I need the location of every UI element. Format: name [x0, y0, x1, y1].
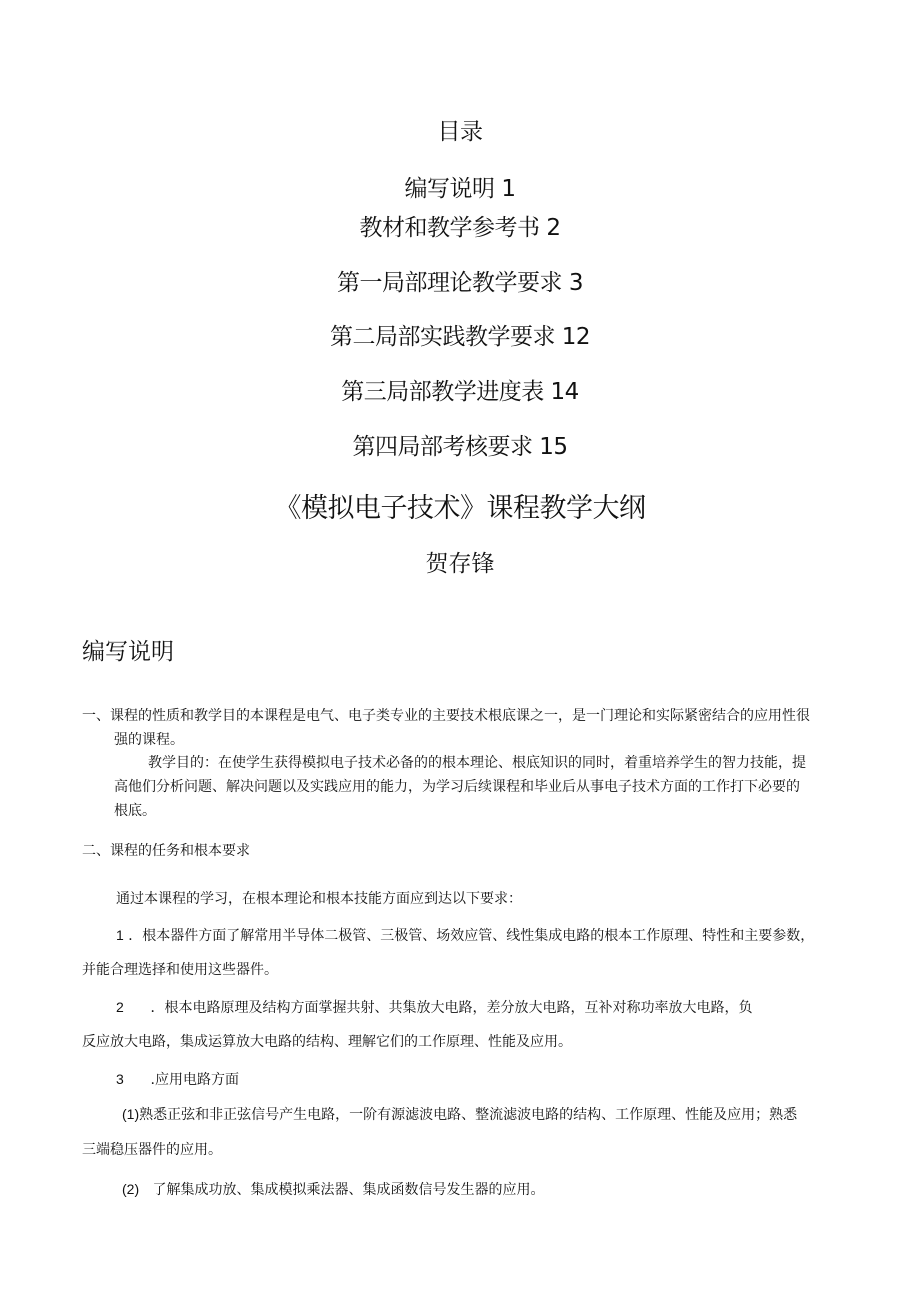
toc-entry-assessment-requirements[interactable]: 第四局部考核要求 15: [352, 434, 568, 460]
toc-entry-practice-requirements[interactable]: 第二局部实践教学要求 12: [329, 324, 591, 350]
part2-intro: 通过本课程的学习，在根本理论和根本技能方面应到达以下要求：: [116, 891, 522, 907]
document-title: 《模拟电子技术》课程教学大纲: [274, 493, 646, 524]
item1-number: 1: [116, 927, 124, 943]
toc-entry-theory-requirements[interactable]: 第一局部理论教学要求 3: [337, 270, 583, 296]
item3-number: 3: [116, 1071, 124, 1087]
sub2-text: 了解集成功放、集成模拟乘法器、集成函数信号发生器的应用。: [152, 1182, 545, 1198]
item1-text: ．根本器件方面了解常用半导体二极管、三极管、场效应管、线性集成电路的根本工作原理、特性和主要参数，: [128, 928, 815, 944]
part1-text: 本课程是电气、电子类专业的主要技术根底课之一，是一门理论和实际紧密结合的应用性很: [250, 708, 810, 724]
item1-line2: 并能合理选择和使用这些器件。: [82, 962, 278, 978]
part1-heading: 课程的性质和教学目的: [110, 708, 250, 724]
sub1-line2: 三端稳压器件的应用。: [82, 1142, 222, 1158]
item1-line1: [116, 926, 814, 945]
part1-text-continued: 强的课程。: [114, 732, 184, 748]
sub1-line1: [122, 1105, 797, 1124]
item2-text: ．根本电路原理及结构方面掌握共射、共集放大电路，差分放大电路，互补对称功率放大电路，负: [150, 1000, 753, 1016]
part1-purpose-line3: 根底。: [114, 803, 156, 819]
sub2-number: (2): [122, 1181, 140, 1197]
item2-line2: 反应放大电路，集成运算放大电路的结构、理解它们的工作原理、性能及应用。: [82, 1034, 572, 1050]
item2-line1: [116, 998, 753, 1017]
part1-purpose-line1: 教学目的：在使学生获得模拟电子技术必备的的根本理论、根底知识的同时，着重培养学生的智力技能，提: [148, 755, 806, 771]
part2-heading: 课程的任务和根本要求: [110, 843, 250, 859]
sub1-number: (1): [122, 1106, 140, 1122]
item3-text: .应用电路方面: [150, 1072, 239, 1088]
item3-line1: [116, 1070, 239, 1089]
part1-purpose-line2: 高他们分析问题、解决问题以及实践应用的能力，为学习后续课程和毕业后从事电子技术方面的工作打下必要的: [114, 779, 800, 795]
part2-heading-line: [82, 842, 250, 860]
part1-first-line: [82, 707, 810, 725]
sub2-line1: [122, 1180, 544, 1199]
section-heading: 编写说明: [82, 639, 174, 665]
part2-prefix: 二、: [82, 843, 110, 859]
toc-entry-writing-notes[interactable]: 编写说明 1: [404, 176, 516, 202]
toc-entry-teaching-schedule[interactable]: 第三局部教学进度表 14: [341, 379, 579, 405]
toc-title: 目录: [437, 119, 483, 145]
part1-prefix: 一、: [82, 708, 110, 724]
sub1-text: 熟悉正弦和非正弦信号产生电路，一阶有源滤波电路、整流滤波电路的结构、工作原理、性能及应用；熟悉: [139, 1107, 798, 1123]
item2-number: 2: [116, 999, 124, 1015]
document-author: 贺存锋: [425, 551, 495, 577]
toc-entry-textbooks[interactable]: 教材和教学参考书 2: [359, 215, 561, 241]
